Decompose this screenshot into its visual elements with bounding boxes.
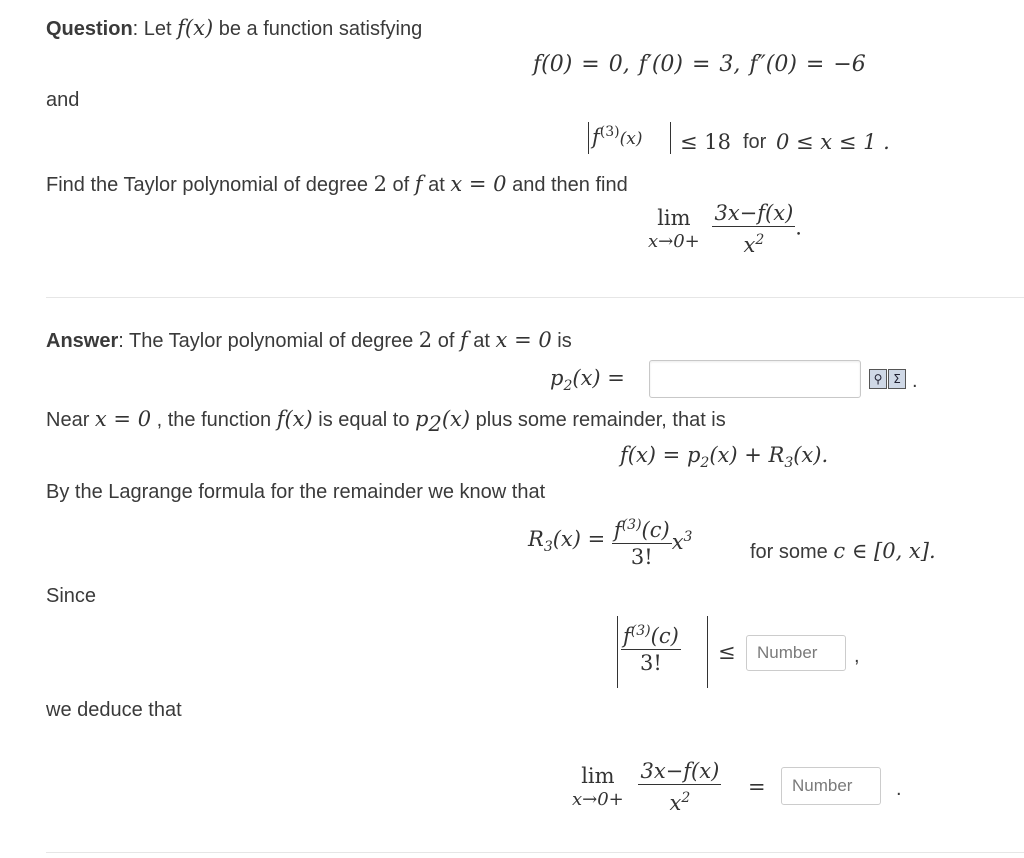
final-equals: =	[748, 775, 766, 799]
abs-bar-right	[670, 122, 671, 154]
decomposition: $f(x) = p_2(x) + R_3(x)$.	[620, 443, 829, 472]
bound-number-input[interactable]: Number	[746, 635, 846, 671]
limit-number-input[interactable]: Number	[781, 767, 881, 805]
since-tail: ,	[854, 645, 860, 667]
bound-rhs: ≤ 18	[680, 130, 731, 154]
final-limit: lim x→0+ $\frac{3x-f(x)}{x^2}$	[572, 759, 720, 815]
abs-bar-left-2	[617, 616, 618, 688]
bottom-divider	[46, 852, 1024, 853]
equation-editor-icon[interactable]: Σ	[888, 369, 906, 389]
for-some: for some c ∈ [0, x].	[750, 539, 936, 563]
initial-conditions: f(0) = 0, f′(0) = 3, f″(0) = −6	[533, 52, 866, 77]
preview-icon[interactable]: ⚲	[869, 369, 887, 389]
question-limit: lim x→0+ $\frac{3x-f(x)}{x^2}$ .	[648, 201, 802, 257]
deduce-label: we deduce that	[46, 699, 182, 721]
final-tail: .	[896, 778, 902, 800]
answer-label: Answer	[46, 330, 119, 352]
bound-for: for	[743, 131, 767, 153]
since-leq: ≤	[718, 640, 736, 664]
and-label: and	[46, 89, 80, 111]
near-line: Near x = 0 , the function f(x) is equal to $p_2(x)$ plus some remainder, that is	[46, 407, 726, 436]
question-line: Question: Let f(x) be a function satisfying	[46, 16, 423, 40]
abs-bar-right-2	[707, 616, 708, 688]
p2-answer-input[interactable]	[649, 360, 861, 398]
find-line: Find the Taylor polynomial of degree 2 of f at x = 0 and then find	[46, 172, 628, 196]
icon-tail: .	[912, 370, 918, 392]
p2-label: $p_2(x)$ =	[550, 366, 625, 395]
since-fraction: $\frac{f^{(3)}(c)}{3!}$	[621, 618, 681, 676]
answer-line: Answer: The Taylor polynomial of degree 2 of f at x = 0 is	[46, 328, 572, 352]
question-label: Question	[46, 18, 133, 40]
third-derivative-abs: $f^{(3)}(x)$	[592, 124, 643, 149]
lagrange-line: By the Lagrange formula for the remainder we know that	[46, 481, 546, 503]
since-label: Since	[46, 585, 97, 607]
remainder-formula: $R_3(x)$ = $\frac{f^{(3)}(c)}{3!}$ $x^3$	[528, 512, 692, 570]
bound-range: 0 ≤ x ≤ 1 .	[776, 130, 890, 154]
section-divider	[46, 297, 1024, 298]
abs-bar-left	[588, 122, 589, 154]
fx-symbol: f(x)	[177, 16, 214, 40]
